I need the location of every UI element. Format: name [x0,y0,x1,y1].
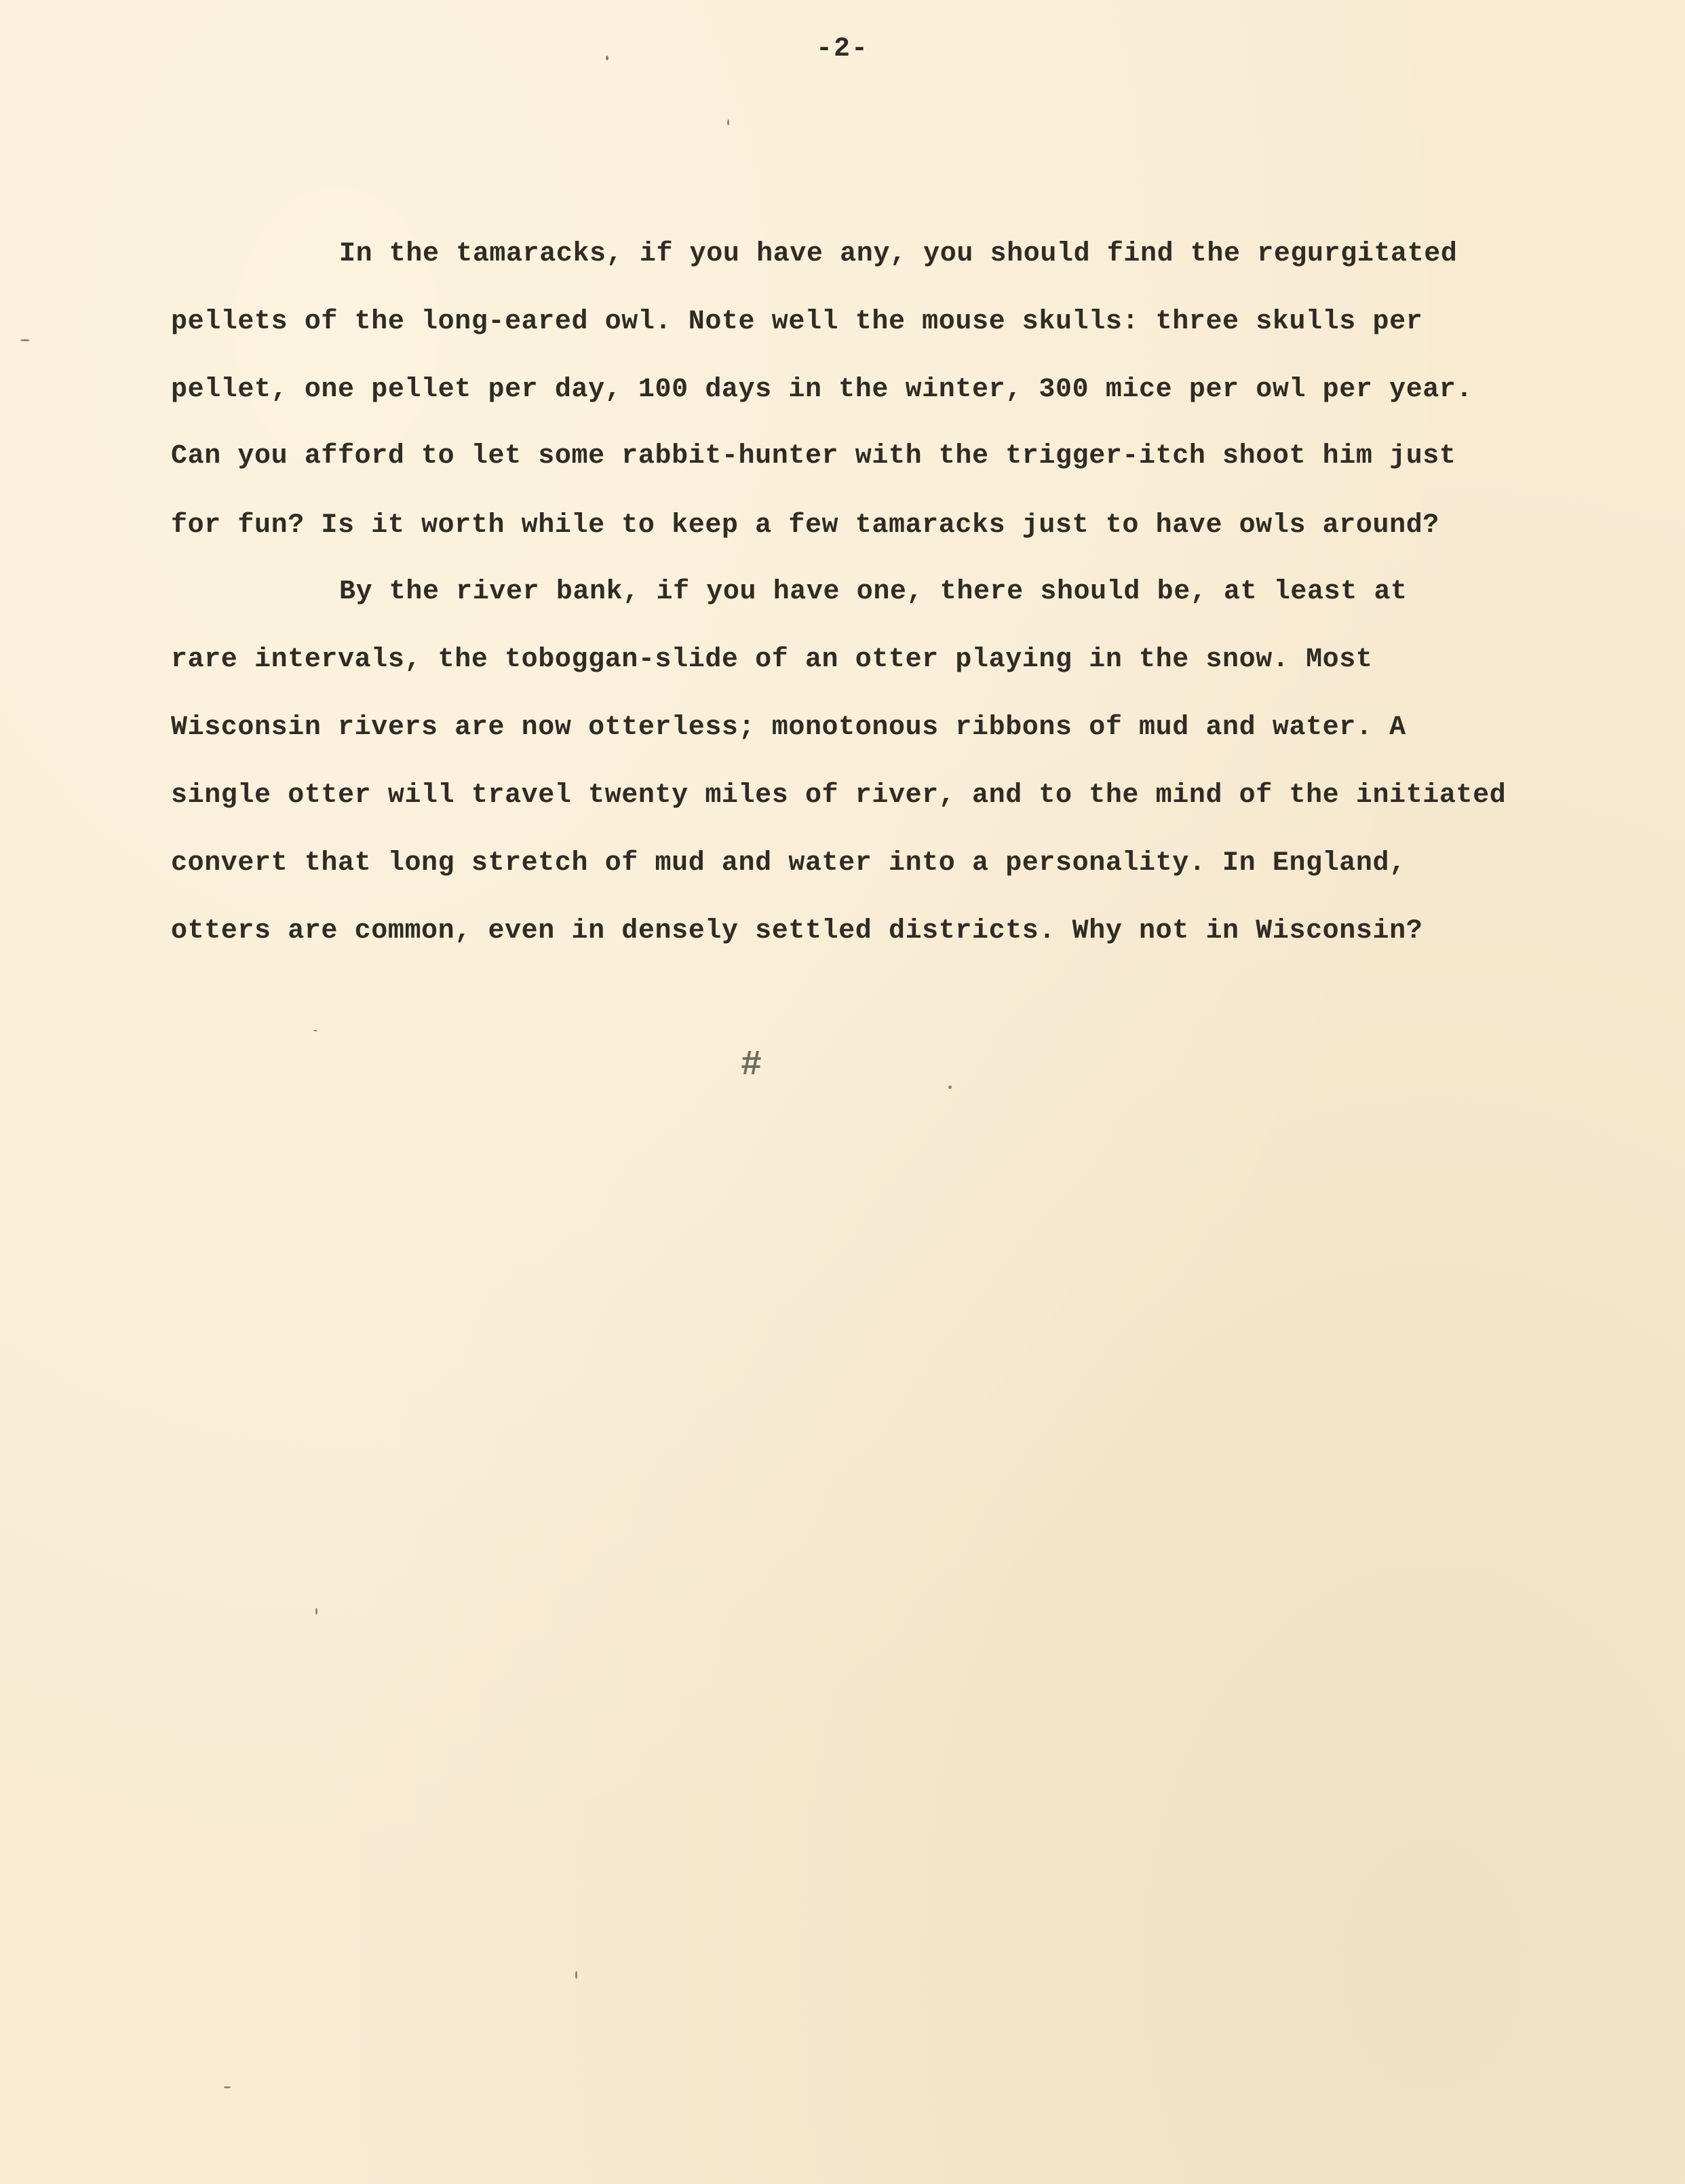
page-number: -2- [815,34,869,64]
paragraph-1-line-1: In the tamaracks, if you have any, you should find the regurgitated [339,239,1458,269]
paper-speck [315,1608,317,1615]
paragraph-2-line-4: single otter will travel twenty miles of river, and to the mind of the initiated [171,780,1507,811]
paragraph-2-line-5: convert that long stretch of mud and water into a personality. In England, [171,848,1406,879]
end-mark: # [741,1045,762,1085]
paragraph-2-line-2: rare intervals, the toboggan-slide of an otter playing in the snow. Most [171,645,1373,675]
paper-speck [224,2086,231,2088]
paragraph-2-line-1: By the river bank, if you have one, there should be, at least at [339,577,1408,607]
paper-speck [948,1086,952,1089]
paragraph-2-line-3: Wisconsin rivers are now otterless; monotonous ribbons of mud and water. A [171,712,1406,743]
paper-speck [20,339,30,341]
paragraph-1-line-5: for fun? Is it worth while to keep a few tamaracks just to have owls around? [171,510,1439,541]
paper-speck [313,1030,317,1031]
paper-speck [575,1971,577,1979]
paragraph-2-line-6: otters are common, even in densely settled districts. Why not in Wisconsin? [171,916,1423,946]
paper-speck [727,119,729,126]
paragraph-1-line-2: pellets of the long-eared owl. Note well the mouse skulls: three skulls per [171,307,1423,337]
paragraph-1-line-4: Can you afford to let some rabbit-hunter with the trigger-itch shoot him just [171,441,1456,472]
paragraph-1-line-3: pellet, one pellet per day, 100 days in the winter, 300 mice per owl per year. [171,375,1473,405]
paper-speck [606,56,608,60]
